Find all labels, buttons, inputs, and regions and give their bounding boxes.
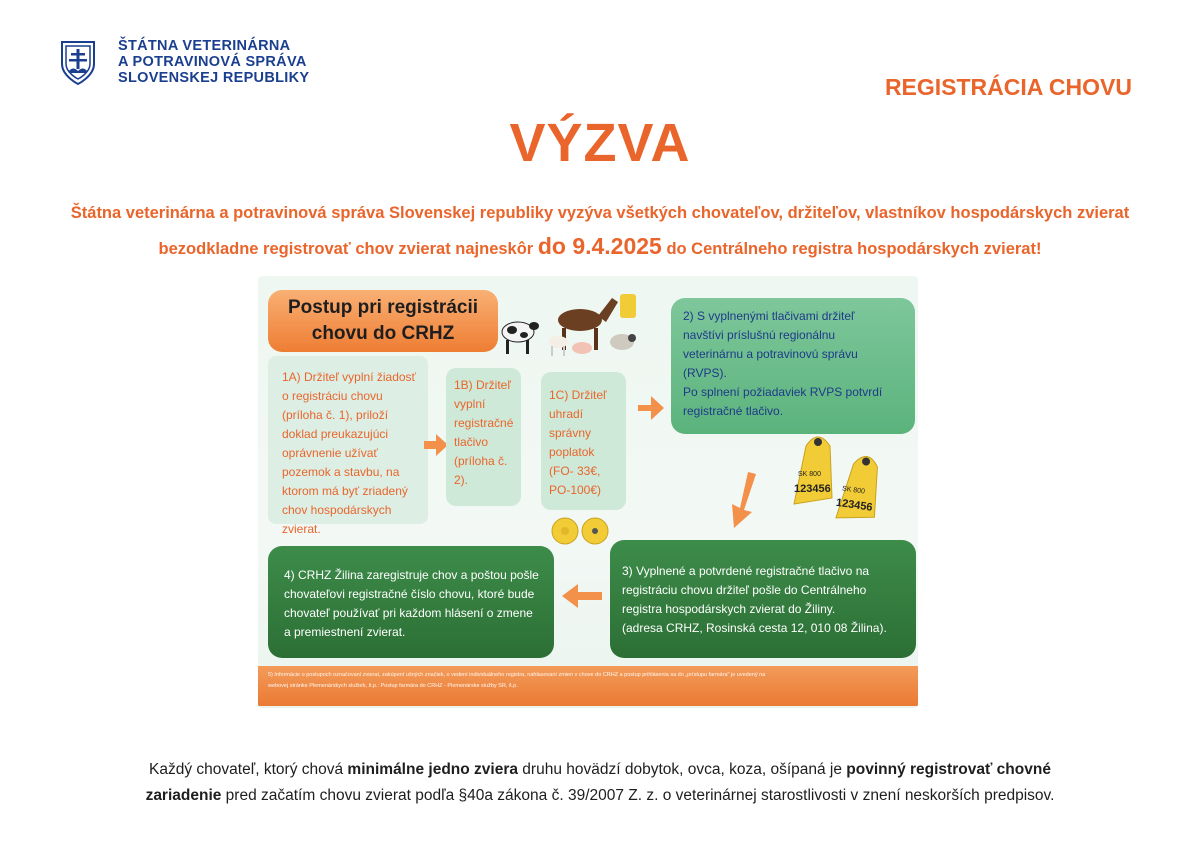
step-1c-line: uhradí xyxy=(549,407,584,421)
step-3-line: (adresa CRHZ, Rosinská cesta 12, 010 08 Žilina). xyxy=(622,621,887,635)
note-line-2: webovej stránke Plemenárskych služieb, š.p.: Postup farmára do CRHZ - Plemenárske služby SR, š.p. xyxy=(268,683,518,689)
svps-logo-icon xyxy=(58,38,98,86)
org-line-2: A POTRAVINOVÁ SPRÁVA xyxy=(118,54,307,70)
arrow-down-left-icon xyxy=(728,472,758,528)
ear-tag-icon xyxy=(620,294,636,318)
step-1b-line: vyplní xyxy=(454,397,486,411)
footer-part: druhu hovädzí dobytok, ovca, koza, ošípaná je xyxy=(517,761,847,778)
step-2-line: registračné tlačivo. xyxy=(683,404,784,418)
page-title: VÝZVA xyxy=(509,113,691,173)
footer-bold-facility: zariadenie xyxy=(145,787,222,804)
step-1a-box xyxy=(268,356,428,536)
step-1b-line: 1B) Držiteľ xyxy=(454,378,511,392)
step-1a-line: oprávnenie užívať xyxy=(282,446,378,460)
ear-tag-1-code: SK 800 xyxy=(798,471,821,478)
arrow-left-icon xyxy=(562,584,602,608)
step-2-line: Po splnení požiadaviek RVPS potvrdí xyxy=(683,385,883,399)
step-1a-line: 1A) Držiteľ vyplní žiadosť xyxy=(282,370,417,384)
footer-bold-obligation: povinný registrovať chovné xyxy=(846,761,1051,778)
ear-tag-buttons-image xyxy=(550,514,610,548)
step-4-line: a premiestnení zvierat. xyxy=(284,625,406,639)
footer-text xyxy=(60,757,1140,809)
step-2-line: navštívi príslušnú regionálnu xyxy=(683,328,836,342)
step-2-line: 2) S vyplnenými tlačivami držiteľ xyxy=(683,309,855,323)
step-2-line: veterinárnu a potravinovú správu xyxy=(683,347,858,361)
step-1c-line: správny xyxy=(549,426,592,440)
step-2-line: (RVPS). xyxy=(683,366,727,380)
intro-line-1: Štátna veterinárna a potravinová správa Slovenskej republiky vyzýva všetkých chovateľov, držiteľov, vlastníkov hospodárskych zvierat xyxy=(70,204,1130,222)
step-4-line: chovateľ používať pri každom hlásení o zmene xyxy=(284,606,533,620)
infographic-title-line-2: chovu do CRHZ xyxy=(311,323,455,344)
registration-infographic xyxy=(258,276,918,708)
step-1c-line: poplatok xyxy=(549,445,595,459)
org-line-1: ŠTÁTNA VETERINÁRNA xyxy=(118,38,291,54)
step-1a-line: pozemok a stavbu, na xyxy=(282,465,400,479)
footer-part: Každý chovateľ, ktorý chová xyxy=(149,761,348,778)
ear-tag-2-number: 123456 xyxy=(835,496,874,514)
deadline-date: do 9.4.2025 xyxy=(537,233,662,259)
step-3-box xyxy=(610,540,916,658)
step-1b-line: (príloha č. xyxy=(454,454,508,468)
step-1a-line: o registráciu chovu xyxy=(282,389,383,403)
step-1a-line: (príloha č. 1), priloží xyxy=(282,408,389,422)
infographic-note xyxy=(258,666,918,706)
arrow-up-right-icon xyxy=(638,396,664,420)
step-2-box xyxy=(671,298,915,434)
section-title: REGISTRÁCIA CHOVU xyxy=(884,74,1132,100)
step-1c-box xyxy=(541,372,626,510)
infographic-title xyxy=(268,290,498,352)
step-3-line: registra hospodárskych zvierat do Žiliny. xyxy=(622,602,836,616)
intro-line-2 xyxy=(60,230,1140,266)
step-4-box xyxy=(268,546,554,658)
step-1a-line: zvierat. xyxy=(282,522,321,536)
step-1c-line: PO-100€) xyxy=(549,483,602,497)
arrow-right-icon xyxy=(424,434,448,456)
step-1c-line: 1C) Držiteľ xyxy=(549,388,607,402)
step-1b-line: registračné xyxy=(454,416,514,430)
step-1b-box xyxy=(446,368,521,506)
intro-line-2-after: do Centrálneho registra hospodárskych zvierat! xyxy=(661,240,1042,258)
step-3-line: registráciu chovu držiteľ pošle do Centrálneho xyxy=(622,583,867,597)
intro-line-2-before: bezodkladne registrovať chov zvierat najneskôr xyxy=(158,240,538,258)
organization-name xyxy=(118,38,338,86)
step-4-line: 4) CRHZ Žilina zaregistruje chov a poštou pošle xyxy=(284,568,539,582)
step-1b-line: tlačivo xyxy=(454,435,489,449)
step-4-line: chovateľovi registračné číslo chovu, ktoré bude xyxy=(284,587,535,601)
ear-tag-1-number: 123456 xyxy=(794,483,831,495)
org-line-3: SLOVENSKEJ REPUBLIKY xyxy=(118,70,310,86)
step-1b-line: 2). xyxy=(454,473,469,487)
ear-tag-2-code: SK 800 xyxy=(841,485,866,496)
step-1a-line: doklad preukazujúci xyxy=(282,427,389,441)
ear-tags-image xyxy=(788,428,916,524)
step-1a-line: chov hospodárskych xyxy=(282,503,392,517)
note-line-1: 5) Informácie o postupoch označovaní zvierat, zakúpení ušných značiek, o vedení individuálneho registra, nahlasovaní zmien v chove do CRHZ a postup prihlásenia sa do „prístupu farmára" je uvedený na xyxy=(268,672,766,678)
farm-animals-image xyxy=(498,290,638,360)
step-1a-line: ktorom má byť zriadený xyxy=(282,484,408,498)
footer-bold-min-animal: minimálne jedno zviera xyxy=(347,761,518,778)
step-1c-line: (FO- 33€, xyxy=(549,464,601,478)
step-3-line: 3) Vyplnené a potvrdené registračné tlačivo na xyxy=(622,564,870,578)
intro-text xyxy=(60,197,1140,266)
footer-part: pred začatím chovu zvierat podľa §40a zákona č. 39/2007 Z. z. o veterinárnej starostlivosti v znení neskorších predpisov. xyxy=(221,787,1055,804)
infographic-title-line-1: Postup pri registrácii xyxy=(287,297,479,318)
